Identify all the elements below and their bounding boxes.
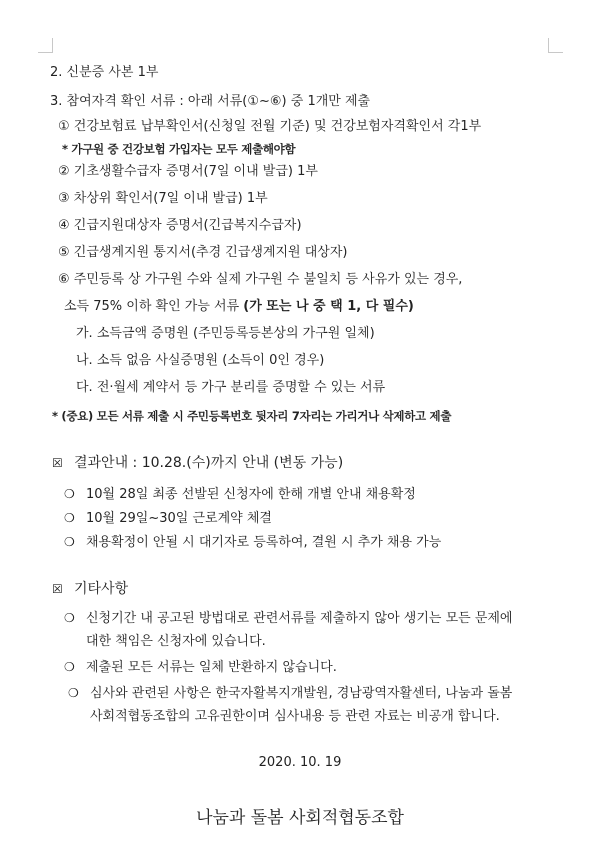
etc-item-2 [64, 658, 337, 677]
result-item-2-text: 10월 29일~30일 근로계약 체결 [86, 511, 272, 526]
circle-bullet-icon: ❍ [68, 686, 79, 700]
circle-bullet-icon: ❍ [64, 611, 75, 625]
circle-bullet-icon: ❍ [64, 535, 75, 549]
result-item-3 [64, 533, 441, 552]
etc-heading-text: 기타사항 [74, 581, 129, 597]
circle-bullet-icon: ❍ [64, 511, 75, 525]
etc-item-3-line-2: 사회적협동조합의 고유권한이며 심사내용 등 관련 자료는 비공개 합니다. [90, 709, 500, 724]
doc-sub-5: ⑤ 긴급생계지원 통지서(추경 긴급생계지원 대상자) [58, 245, 348, 260]
doc-sub-6-line-2 [64, 298, 414, 316]
etc-item-1-line-2: 대한 책임은 신청자에 있습니다. [86, 634, 266, 649]
etc-item-3-text: 심사와 관련된 사항은 한국자활복지개발원, 경남광역자활센터, 나눔과 돌봄 [90, 686, 513, 701]
doc-sub-4: ④ 긴급지원대상자 증명서(긴급복지수급자) [58, 218, 302, 233]
doc-option-da: 다. 전·월세 계약서 등 가구 분리를 증명할 수 있는 서류 [76, 380, 386, 395]
document-date: 2020. 10. 19 [258, 755, 342, 770]
doc-option-na: 나. 소득 없음 사실증명원 (소득이 0인 경우) [76, 353, 325, 368]
result-heading [52, 454, 343, 472]
doc-sub-6-line-2-bold: (가 또는 나 중 택 1, 다 필수) [243, 299, 414, 314]
doc-sub-6-line-2-normal: 소득 75% 이하 확인 가능 서류 [64, 299, 244, 314]
result-item-3-text: 채용확정이 안될 시 대기자로 등록하여, 결원 시 추가 채용 가능 [86, 535, 442, 550]
result-heading-text: 결과안내 : 10.28.(수)까지 안내 (변동 가능) [74, 455, 344, 471]
crop-mark-top-left [38, 38, 53, 53]
doc-option-ga: 가. 소득금액 증명원 (주민등록등본상의 가구원 일체) [76, 326, 375, 341]
etc-heading [52, 580, 128, 598]
result-item-1 [64, 485, 416, 504]
circle-bullet-icon: ❍ [64, 487, 75, 501]
etc-item-1-text: 신청기간 내 공고된 방법대로 관련서류를 제출하지 않아 생기는 모든 문제에 [86, 611, 513, 626]
doc-sub-3: ③ 차상위 확인서(7일 이내 발급) 1부 [58, 191, 268, 206]
doc-item-3: 3. 참여자격 확인 서류 : 아래 서류(①~⑥) 중 1개만 제출 [50, 94, 371, 109]
doc-sub-6-line-1: ⑥ 주민등록 상 가구원 수와 실제 가구원 수 불일치 등 사유가 있는 경우, [58, 272, 463, 287]
doc-sub-2: ② 기초생활수급자 증명서(7일 이내 발급) 1부 [58, 164, 318, 179]
etc-item-3-line-1 [68, 684, 512, 703]
etc-item-1-line-1 [64, 609, 513, 628]
organization-name: 나눔과 돌봄 사회적협동조합 [196, 808, 404, 828]
result-item-1-text: 10월 28일 최종 선발된 신청자에 한해 개별 안내 채용확정 [86, 487, 416, 502]
crop-mark-top-right [548, 38, 563, 53]
etc-item-2-text: 제출된 모든 서류는 일체 반환하지 않습니다. [86, 660, 337, 675]
result-item-2 [64, 509, 272, 528]
checked-box-icon: ☒ [52, 582, 63, 596]
doc-sub-1-note: * 가구원 중 건강보험 가입자는 모두 제출해야함 [62, 142, 296, 156]
circle-bullet-icon: ❍ [64, 660, 75, 674]
important-note: * (중요) 모든 서류 제출 시 주민등록번호 뒷자리 7자리는 가리거나 삭제하고 제출 [52, 409, 452, 423]
checked-box-icon: ☒ [52, 456, 63, 470]
doc-sub-1: ① 건강보험료 납부확인서(신청일 전월 기준) 및 건강보험자격확인서 각1부 [58, 119, 482, 134]
doc-item-2: 2. 신분증 사본 1부 [50, 65, 159, 80]
